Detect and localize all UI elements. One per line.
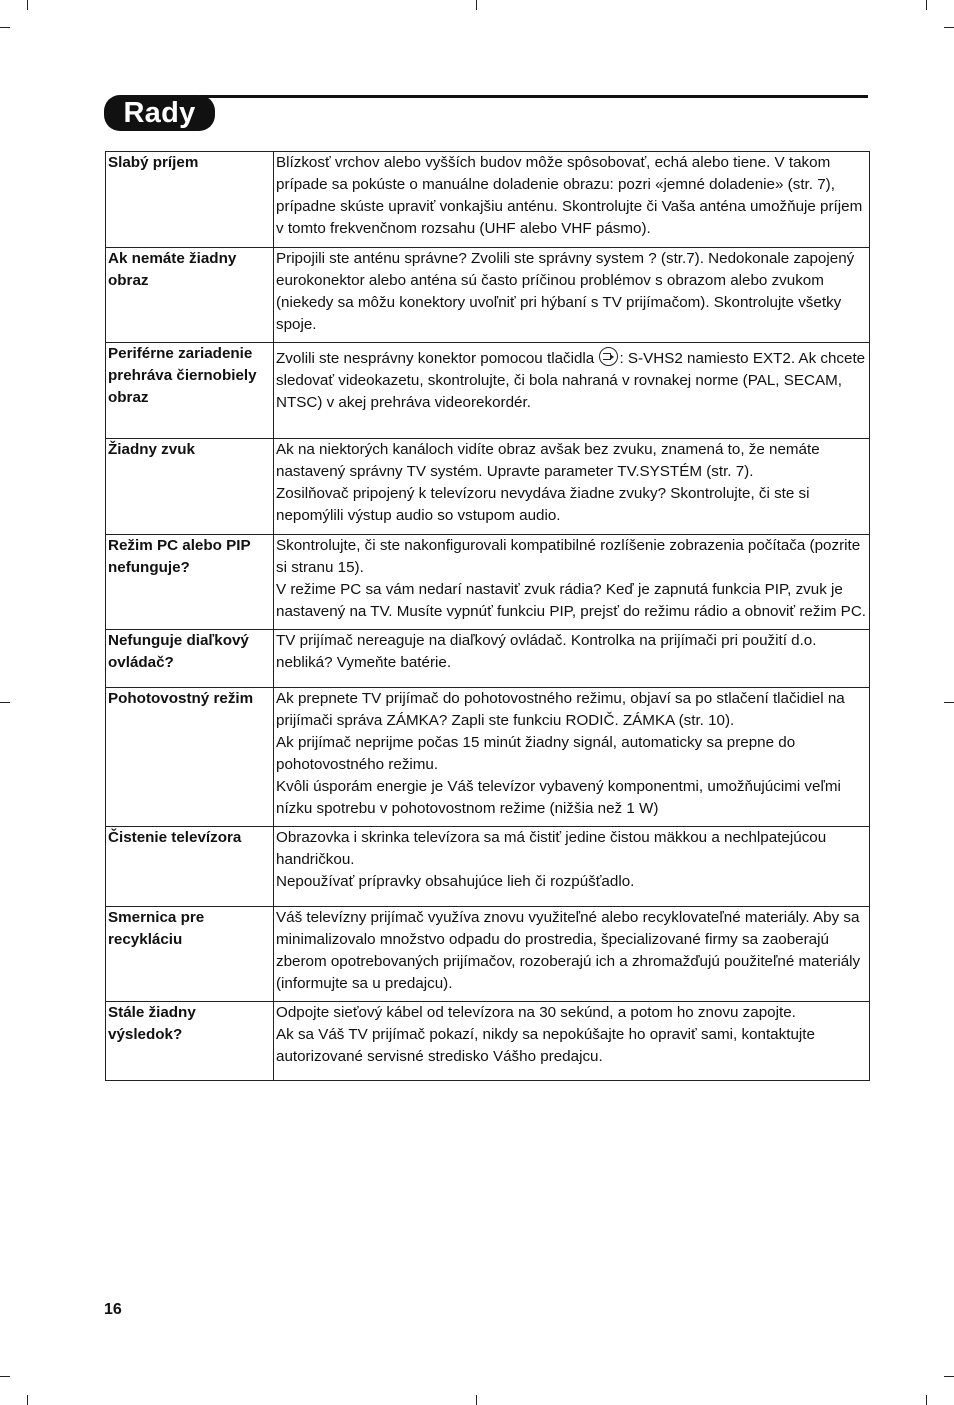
problem-label: Periférne zariadenie prehráva čiernobiely obraz [108, 345, 257, 406]
solution-paragraph [276, 347, 869, 414]
crop-mark [476, 0, 477, 10]
problem-cell [106, 248, 274, 343]
solution-cell [274, 439, 870, 535]
crop-mark [0, 1376, 10, 1377]
solution-paragraph: Blízkosť vrchov alebo vyšších budov môže spôsobovať, echá alebo tiene. V takom prípade sa pokúste o manuálne doladenie obrazu: pozri «jemné doladenie» (str. 7), prípadne skúste upraviť vonkajšiu anténu. Skontrolujte či Vaša anténa umožňuje príjem v tomto frekvenčnom rozsahu (UHF alebo VHF pásmo). [276, 154, 863, 237]
problem-label: Čistenie televízora [108, 829, 242, 846]
solution-paragraph: Ak sa Váš TV prijímač pokazí, nikdy sa nepokúšajte ho opraviť sami, kontaktujte autorizované servisné stredisko Vášho predajcu. [276, 1026, 815, 1065]
tip-row [106, 827, 870, 907]
problem-cell [106, 688, 274, 827]
solution-paragraph: Ak na niektorých kanáloch vidíte obraz avšak bez zvuku, znamená to, že nemáte nastavený správny TV systém. Upravte parameter TV.SYSTÉM (str. 7). [276, 441, 820, 480]
tip-row [106, 688, 870, 827]
problem-label: Stále žiadny výsledok? [108, 1004, 196, 1043]
problem-cell [106, 439, 274, 535]
problem-cell [106, 535, 274, 630]
problem-label: Slabý príjem [108, 154, 199, 171]
problem-cell [106, 343, 274, 439]
solution-paragraph: Odpojte sieťový kábel od televízora na 30 sekúnd, a potom ho znovu zapojte. [276, 1004, 796, 1021]
solution-cell [274, 343, 870, 439]
crop-mark [476, 1395, 477, 1405]
solution-paragraph: V režime PC sa vám nedarí nastaviť zvuk rádia? Keď je zapnutá funkcia PIP, zvuk je nastavený na TV. Musíte vypnúť funkciu PIP, prejsť do režimu rádio a obnoviť režim PC. [276, 581, 867, 620]
solution-text: : S-VHS2 namiesto EXT2. Ak chcete sledovať videokazetu, skontrolujte, či bola nahraná v rovnakej norme (PAL, SECAM, NTSC) v akej prehráva videorekordér. [276, 350, 866, 411]
problem-cell [106, 152, 274, 248]
problem-cell [106, 827, 274, 907]
solution-cell [274, 1002, 870, 1081]
solution-paragraph: Nepoužívať prípravky obsahujúce lieh či rozpúšťadlo. [276, 873, 635, 890]
solution-cell [274, 248, 870, 343]
solution-paragraph: Pripojili ste anténu správne? Zvolili ste správny system ? (str.7). Nedokonale zapojený eurokonektor alebo anténa sú často príčinou problémov s obrazom alebo zvukom (niekedy sa môžu konektory uvoľniť pri hýbaní s TV prijímačom). Skontrolujte všetky spoje. [276, 250, 855, 333]
tip-row [106, 343, 870, 439]
tip-row [106, 248, 870, 343]
page-title-text: Rady [123, 96, 196, 129]
crop-mark [27, 1395, 28, 1405]
solution-paragraph: Obrazovka i skrinka televízora sa má čistiť jedine čistou mäkkou a nechlpatejúcou handričkou. [276, 829, 827, 868]
crop-mark [926, 1395, 927, 1405]
solution-cell [274, 907, 870, 1002]
solution-cell [274, 152, 870, 248]
source-button-icon [599, 347, 618, 366]
page-number: 16 [104, 1301, 122, 1318]
solution-paragraph: Kvôli úsporám energie je Váš televízor vybavený komponentmi, umožňujúcimi veľmi nízku spotrebu v pohotovostnom režime (nižšia než 1 W) [276, 778, 841, 817]
crop-mark [27, 0, 28, 10]
crop-mark [944, 1376, 954, 1377]
title-rule [200, 95, 868, 98]
page-title [104, 95, 215, 131]
tip-row [106, 630, 870, 688]
solution-paragraph: Ak prepnete TV prijímač do pohotovostného režimu, objaví sa po stlačení tlačidiel na prijímači správa ZÁMKA? Zapli ste funkciu RODIČ. ZÁMKA (str. 10). [276, 690, 845, 729]
tip-row [106, 1002, 870, 1081]
solution-cell [274, 688, 870, 827]
solution-cell [274, 827, 870, 907]
solution-paragraph: Váš televízny prijímač využíva znovu využiteľné alebo recyklovateľné materiály. Aby sa minimalizovalo množstvo odpadu do prostredia, špecializované firmy sa zaoberajú zberom opotrebovaných prijímačov, rozoberajú ich a zhromažďujú použiteľné materiály (informujte sa u predajcu). [276, 909, 861, 992]
problem-label: Smernica pre recykláciu [108, 909, 205, 948]
problem-cell [106, 630, 274, 688]
solution-text: Zvolili ste nesprávny konektor pomocou tlačidla [276, 350, 595, 367]
solution-paragraph: TV prijímač nereaguje na diaľkový ovládač. Kontrolka na prijímači pri použití d.o. nebliká? Vymeňte batérie. [276, 632, 817, 671]
problem-label: Pohotovostný režim [108, 690, 254, 707]
tip-row [106, 907, 870, 1002]
crop-mark [944, 702, 954, 703]
solution-cell [274, 630, 870, 688]
solution-paragraph: Ak prijímač neprijme počas 15 minút žiadny signál, automaticky sa prepne do pohotovostného režimu. [276, 734, 796, 773]
crop-mark [0, 702, 10, 703]
tip-row [106, 439, 870, 535]
crop-mark [926, 0, 927, 10]
problem-label: Žiadny zvuk [108, 441, 195, 458]
problem-cell [106, 1002, 274, 1081]
crop-mark [0, 27, 10, 28]
tip-row [106, 535, 870, 630]
solution-paragraph: Zosilňovač pripojený k televízoru nevydáva žiadne zvuky? Skontrolujte, či ste si nepomýlili výstup audio so vstupom audio. [276, 485, 810, 524]
tips-table [105, 151, 870, 1081]
problem-label: Režim PC alebo PIP nefunguje? [108, 537, 251, 576]
crop-mark [944, 27, 954, 28]
solution-cell [274, 535, 870, 630]
tip-row [106, 152, 870, 248]
problem-cell [106, 907, 274, 1002]
solution-paragraph: Skontrolujte, či ste nakonfigurovali kompatibilné rozlíšenie zobrazenia počítača (pozrite si stranu 15). [276, 537, 861, 576]
problem-label: Ak nemáte žiadny obraz [108, 250, 237, 289]
problem-label: Nefunguje diaľkový ovládač? [108, 632, 249, 671]
